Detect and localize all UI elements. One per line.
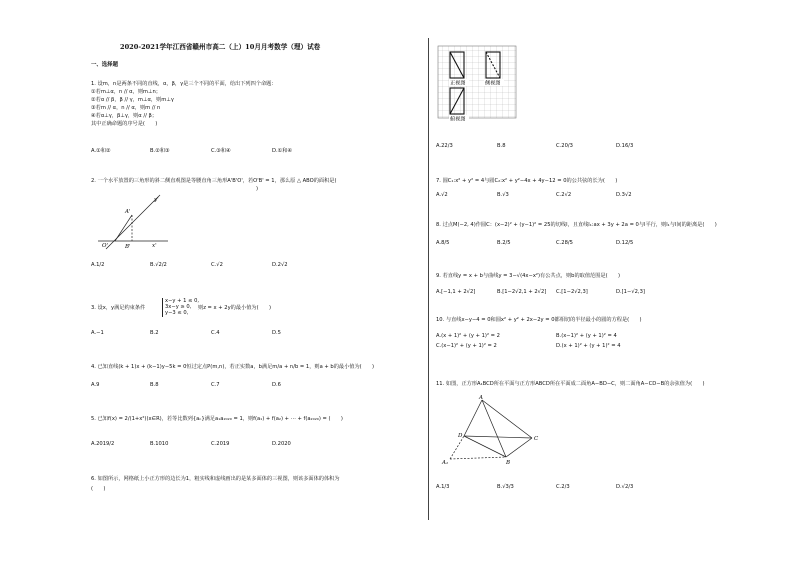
q3-stem: 3. 设x，y满足约束条件 bbox=[91, 305, 146, 311]
q5-option-d[interactable]: D.2020 bbox=[272, 441, 291, 447]
q2-option-b[interactable]: B.√2/2 bbox=[150, 262, 167, 268]
q2-label-y: y' bbox=[154, 197, 159, 203]
q2-label-o: O' bbox=[102, 243, 109, 249]
q8-option-a[interactable]: A.8/5 bbox=[436, 240, 450, 246]
q11-label-d: D bbox=[458, 433, 463, 439]
q8-option-d[interactable]: D.12/5 bbox=[616, 240, 634, 246]
q1-option-c[interactable]: C.③和④ bbox=[211, 148, 231, 154]
q10-stem: 10. 与直线x−y−4 = 0和圆x² + y² + 2x−2y = 0都相切的半径最小的圆的方程是( ) bbox=[436, 317, 642, 323]
q6-front-view-label: 正视图 bbox=[450, 80, 466, 87]
q6-option-c[interactable]: C.20/3 bbox=[556, 143, 573, 149]
q6-option-d[interactable]: D.16/3 bbox=[616, 143, 634, 149]
q3-option-c[interactable]: C.4 bbox=[211, 330, 220, 336]
q3-question: 则z = x + 2y的最小值为( ) bbox=[198, 305, 271, 311]
q2-label-a: A' bbox=[125, 209, 131, 215]
q6-stem: 6. 如图所示，网格纸上小正方形的边长为1，粗实线和虚线画出的是某多面体的三视图，则该多面体的体积为 bbox=[91, 476, 340, 482]
q6-top-view-label: 俯视图 bbox=[450, 116, 466, 122]
q11-option-d[interactable]: D.√2/3 bbox=[616, 484, 634, 490]
q1-question: 其中正确命题的序号是( ) bbox=[91, 121, 158, 127]
q2-stem: 2. 一个水平放置的三角形的斜二侧直观图是等腰直角三角形A'B'O'，若O'B' = 1，那么原 △ ABO的面积是( bbox=[91, 178, 337, 184]
q10-option-c[interactable]: C.(x−1)² + (y + 1)² = 2 bbox=[436, 343, 497, 349]
q11-label-c: C bbox=[534, 436, 539, 442]
q9-option-c[interactable]: C.[1−2√2,3] bbox=[556, 289, 588, 295]
q7-stem: 7. 圆C₁:x² + y² = 4与圆C₂:x² + y²−4x + 4y−12 = 0的公共弦的长为( ) bbox=[436, 178, 618, 184]
q11-label-b: B bbox=[506, 460, 511, 466]
q2-option-d[interactable]: D.2√2 bbox=[272, 262, 288, 268]
q5-stem: 5. 已知f(x) = 2/(1+x²)(x∈R)，若等比数列{aₙ}满足a₁a₂₀₂₀ = 1，则f(a₁) + f(a₂) + ⋯ + f(a₂₀₂₀) = ( ) bbox=[91, 416, 343, 422]
q11-stem: 11. 如图，正方形A₁BCD所在平面与正方形ABCD所在平面成二面角A−BD−C，则二面角A−CD−B的余弦值为( ) bbox=[436, 381, 705, 387]
q2-label-x: x' bbox=[152, 243, 157, 249]
q4-option-b[interactable]: B.8 bbox=[150, 382, 159, 388]
q3-constraint-3: y−3 ≤ 0, bbox=[165, 310, 189, 317]
q9-option-d[interactable]: D.[1−√2,3] bbox=[616, 289, 645, 295]
q10-option-b[interactable]: B.(x−1)² + (y + 1)² = 4 bbox=[556, 333, 617, 339]
q6-three-view-figure bbox=[436, 44, 522, 122]
q2-option-a[interactable]: A.1/2 bbox=[91, 262, 105, 268]
q4-option-c[interactable]: C.7 bbox=[211, 382, 220, 388]
q6-option-a[interactable]: A.22/3 bbox=[436, 143, 453, 149]
q7-option-a[interactable]: A.√2 bbox=[436, 192, 448, 198]
q11-figure bbox=[438, 392, 550, 470]
q1-proposition-4: ④若α⊥γ，β⊥γ，则α // β； bbox=[91, 113, 158, 119]
q2-paren: ) bbox=[256, 186, 259, 192]
q3-constraint-1: x−y + 1 ≤ 0, bbox=[165, 298, 200, 304]
q3-option-b[interactable]: B.2 bbox=[150, 330, 159, 336]
q11-option-c[interactable]: C.2/3 bbox=[556, 484, 570, 490]
q11-option-a[interactable]: A.1/3 bbox=[436, 484, 450, 490]
q1-option-b[interactable]: B.②和③ bbox=[150, 148, 170, 154]
q3-option-a[interactable]: A.−1 bbox=[91, 330, 104, 336]
q1-option-d[interactable]: D.①和④ bbox=[272, 148, 293, 154]
q6-option-b[interactable]: B.8 bbox=[497, 143, 506, 149]
q5-option-a[interactable]: A.2019/2 bbox=[91, 441, 115, 447]
q4-stem: 4. 已知直线(k + 1)x + (k−1)y−5k = 0恒过定点P(m,n)，若正实数a，b满足m/a + n/b = 1，则a + b的最小值为( ) bbox=[91, 364, 375, 370]
q11-option-b[interactable]: B.√3/3 bbox=[497, 484, 514, 490]
q9-option-a[interactable]: A.[−1,1 + 2√2] bbox=[436, 289, 476, 295]
q6-side-view-label: 侧视图 bbox=[485, 80, 501, 87]
q3-constraints bbox=[162, 298, 199, 317]
q10-option-d[interactable]: D.(x + 1)² + (y + 1)² = 4 bbox=[556, 343, 621, 349]
q8-option-b[interactable]: B.2/5 bbox=[497, 240, 511, 246]
q1-stem: 1. 设m，n是两条不同的直线，α，β，γ是三个不同的平面，给出下列四个命题： bbox=[91, 81, 277, 87]
q1-option-a[interactable]: A.①和② bbox=[91, 148, 111, 154]
q2-figure bbox=[92, 192, 172, 252]
q9-option-b[interactable]: B.[1−2√2,1 + 2√2] bbox=[497, 289, 547, 295]
q6-paren: ( ) bbox=[91, 486, 106, 492]
q7-option-c[interactable]: C.2√2 bbox=[556, 192, 572, 198]
q11-label-a1: A₁ bbox=[442, 460, 449, 466]
column-divider bbox=[428, 38, 429, 520]
q9-stem: 9. 若直线y = x + b与曲线y = 3−√(4x−x²)有公共点，则b的取值范围是( ) bbox=[436, 273, 620, 279]
section-heading: 一、选择题 bbox=[91, 62, 118, 68]
q8-stem: 8. 过点M(−2, 4)作圆C：(x−2)² + (y−1)² = 25的切线l，且直线l₁:ax + 3y + 2a = 0与l平行，则l₁与l间的距离是( ) bbox=[436, 222, 717, 228]
page-title: 2020-2021学年江西省赣州市高二（上）10月月考数学（理）试卷 bbox=[120, 43, 321, 51]
q1-proposition-2: ②若α // β，β // γ，m⊥α，则m⊥γ bbox=[91, 97, 174, 103]
q11-label-a: A bbox=[479, 395, 483, 401]
q10-option-a[interactable]: A.(x + 1)² + (y + 1)² = 2 bbox=[436, 333, 500, 339]
q3-constraint-2: 3x−y ≥ 0, bbox=[165, 304, 192, 311]
q7-option-b[interactable]: B.√3 bbox=[497, 192, 509, 198]
q1-proposition-1: ①若m⊥α，n // α，则m⊥n； bbox=[91, 89, 161, 95]
q3-option-d[interactable]: D.5 bbox=[272, 330, 281, 336]
q5-option-b[interactable]: B.1010 bbox=[150, 441, 169, 447]
q2-label-b: B' bbox=[125, 244, 131, 250]
q1-proposition-3: ③若m // α，n // α，则m // n bbox=[91, 105, 161, 111]
q7-option-d[interactable]: D.3√2 bbox=[616, 192, 632, 198]
q2-option-c[interactable]: C.√2 bbox=[211, 262, 223, 268]
q4-option-d[interactable]: D.6 bbox=[272, 382, 281, 388]
q8-option-c[interactable]: C.28/5 bbox=[556, 240, 573, 246]
q5-option-c[interactable]: C.2019 bbox=[211, 441, 230, 447]
q4-option-a[interactable]: A.9 bbox=[91, 382, 100, 388]
